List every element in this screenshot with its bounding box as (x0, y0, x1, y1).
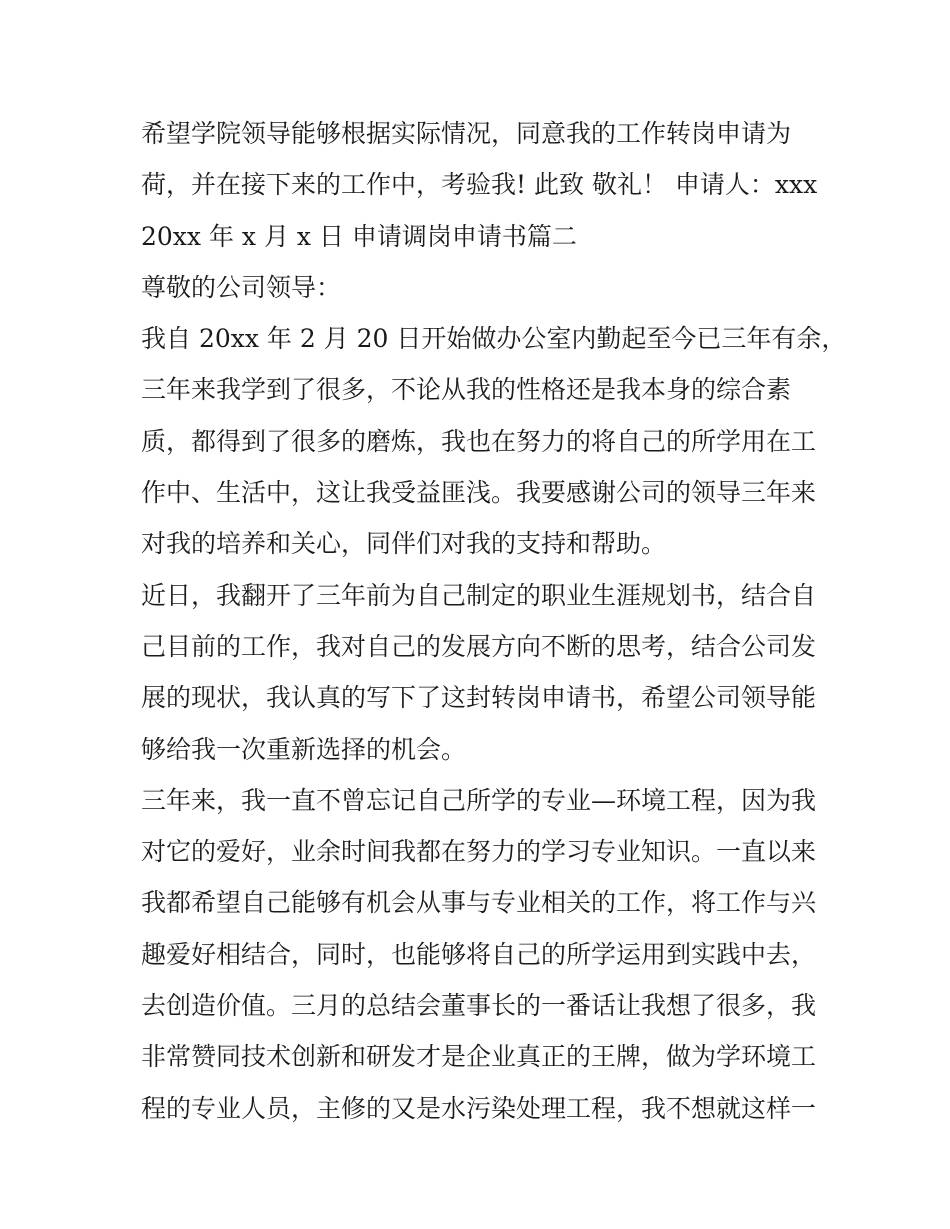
text-line: 质，都得到了很多的磨炼，我也在努力的将自己的所学用在工 (141, 426, 817, 456)
text-line: 去创造价值。三月的总结会董事长的一番话让我想了很多，我 (141, 991, 817, 1021)
text-line: 作中、生活中，这让我受益匪浅。我要感谢公司的领导三年来 (141, 478, 817, 508)
text-line: 20xx 年 x 月 x 日 申请调岗申请书篇二 (141, 221, 577, 251)
text-line: 荷，并在接下来的工作中，考验我! 此致 敬礼！ 申请人：xxx (141, 170, 818, 200)
text-line: 希望学院领导能够根据实际情况，同意我的工作转岗申请为 (141, 119, 792, 148)
text-line: 近日，我翻开了三年前为自己制定的职业生涯规划书，结合自 (141, 580, 817, 610)
greeting-line: 尊敬的公司领导： (141, 272, 342, 302)
text-line: 非常赞同技术创新和研发才是企业真正的王牌，做为学环境工 (141, 1042, 817, 1072)
document-body (141, 108, 847, 1134)
text-line: 我自 20xx 年 2 月 20 日开始做办公室内勤起至今已三年有余， (141, 324, 847, 354)
text-line: 己目前的工作，我对自己的发展方向不断的思考，结合公司发 (141, 631, 817, 661)
text-line: 够给我一次重新选择的机会。 (141, 734, 467, 764)
text-line: 三年来我学到了很多，不论从我的性格还是我本身的综合素 (141, 375, 792, 405)
text-line: 程的专业人员，主修的又是水污染处理工程，我不想就这样一 (141, 1093, 817, 1123)
text-line: 展的现状，我认真的写下了这封转岗申请书，希望公司领导能 (141, 683, 817, 713)
text-line: 三年来，我一直不曾忘记自己所学的专业—环境工程，因为我 (141, 785, 817, 815)
text-line: 对它的爱好，业余时间我都在努力的学习专业知识。一直以来 (141, 837, 817, 867)
text-line: 对我的培养和关心，同伴们对我的支持和帮助。 (141, 529, 667, 559)
text-line: 我都希望自己能够有机会从事与专业相关的工作，将工作与兴 (141, 888, 817, 918)
text-line: 趣爱好相结合，同时，也能够将自己的所学运用到实践中去， (141, 939, 817, 969)
